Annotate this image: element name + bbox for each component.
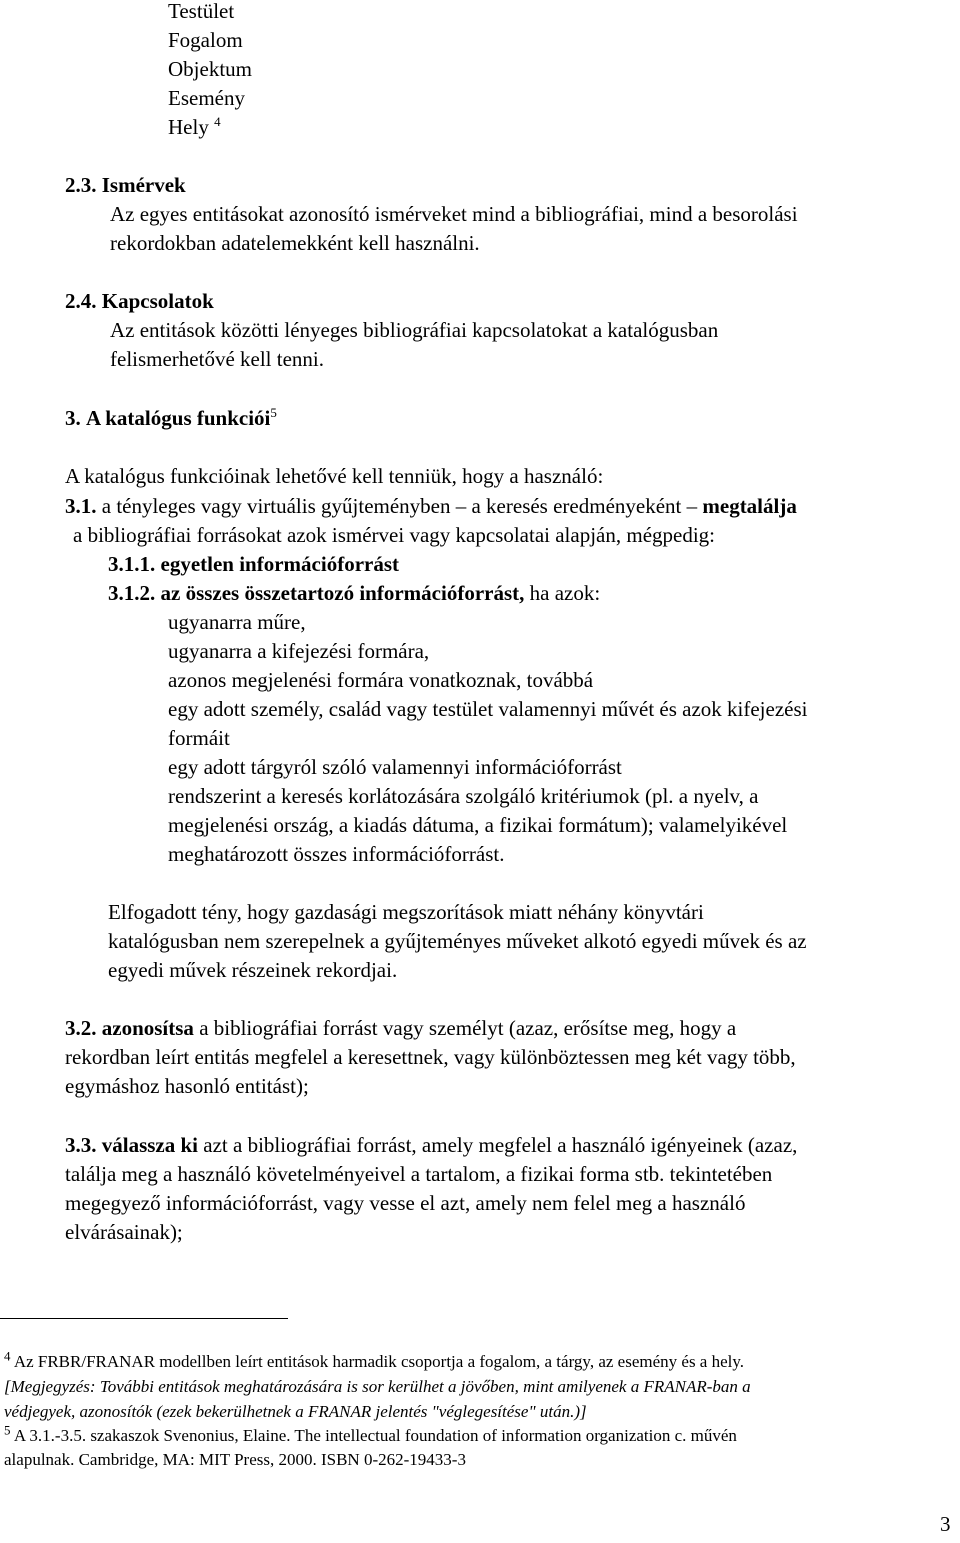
list-item: egy adott tárgyról szóló valamennyi információforrást [168,755,622,779]
footnote-italic: védjegyek, azonosítók (ezek bekerülhetnek a FRANAR jelentés "véglegesítése" után.)] [4,1402,587,1421]
entity-item: Testület [168,0,235,23]
list-item: meghatározott összes információforrást. [168,842,505,866]
footnote-italic: [Megjegyzés: További entitások meghatározására is sor kerülhet a jövőben, mint amilyenek a FRANAR-ban a [4,1377,751,1396]
section-heading: 2.4. Kapcsolatok [65,289,214,313]
section-heading: 2.3. Ismérvek [65,173,186,197]
paragraph-line: Az entitások közötti lényeges bibliográfiai kapcsolatokat a katalógusban [110,318,719,342]
entity-item: Fogalom [168,28,243,52]
subsection-heading: 3.1.2. az összes összetartozó információforrást, ha azok: [108,581,601,605]
footnote: $^5$ A 3.1.-3.5. szakaszok Svenonius, Elaine. The intellectual foundation of information organization c. művén [4,1422,737,1445]
page-number: 3 [940,1512,951,1536]
list-item: formáit [168,726,230,750]
footnote: $^4$ Az FRBR/FRANAR modellben leírt entitások harmadik csoportja a fogalom, a tárgy, az esemény és a hely. [4,1348,745,1371]
paragraph-line: felismerhetővé kell tenni. [110,347,325,371]
paragraph-line: 3.3. válassza ki azt a bibliográfiai forrást, amely megfelel a használó igényeinek (azaz, [65,1133,798,1157]
section-heading: 3. A katalógus funkciói$^5$ [65,405,277,430]
paragraph-line: 3.1. a tényleges vagy virtuális gyűjteményben – a keresés eredményeként – megtalálja [65,494,797,518]
entity-item: Esemény [168,86,245,110]
list-item: ugyanarra a kifejezési formára, [168,639,430,663]
footnote-ref: 4 [214,114,221,129]
list-item: azonos megjelenési formára vonatkoznak, továbbá [168,668,594,692]
paragraph-line: a bibliográfiai forrásokat azok ismérvei vagy kapcsolatai alapján, mégpedig: [73,523,716,547]
entity-item: Objektum [168,57,252,81]
paragraph-line: Elfogadott tény, hogy gazdasági megszorítások miatt néhány könyvtári [108,900,704,924]
list-item: ugyanarra műre, [168,610,306,634]
paragraph-line: rekordban leírt entitás megfelel a keresettnek, vagy különböztessen meg két vagy több, [65,1045,796,1069]
paragraph-line: A katalógus funkcióinak lehetővé kell tenniük, hogy a használó: [65,464,604,488]
subsection-heading: 3.1.1. egyetlen információforrást [108,552,399,576]
paragraph-line: rekordokban adatelemekként kell használni. [110,231,480,255]
paragraph-line: Az egyes entitásokat azonosító ismérveket mind a bibliográfiai, mind a besorolási [110,202,798,226]
footnote-separator [0,1318,288,1319]
paragraph-line: 3.2. azonosítsa a bibliográfiai forrást vagy személyt (azaz, erősítse meg, hogy a [65,1016,737,1040]
entity-item: Hely $^4$ [168,114,221,139]
footnote: alapulnak. Cambridge, MA: MIT Press, 2000. ISBN 0-262-19433-3 [4,1450,466,1469]
paragraph-line: elvárásainak); [65,1220,183,1244]
list-item: megjelenési ország, a kiadás dátuma, a fizikai formátum); valamelyikével [168,813,788,837]
paragraph-line: egyedi művek részeinek rekordjai. [108,958,398,982]
list-item: egy adott személy, család vagy testület valamennyi művét és azok kifejezési [168,697,808,721]
footnote-ref: 5 [270,405,277,420]
paragraph-line: egymáshoz hasonló entitást); [65,1074,309,1098]
list-item: rendszerint a keresés korlátozására szolgáló kritériumok (pl. a nyelv, a [168,784,759,808]
paragraph-line: katalógusban nem szerepelnek a gyűjteményes műveket alkotó egyedi művek és az [108,929,807,953]
paragraph-line: találja meg a használó követelményeivel a tartalom, a fizikai forma stb. tekintetében [65,1162,773,1186]
paragraph-line: megegyező információforrást, vagy vesse el azt, amely nem felel meg a használó [65,1191,746,1215]
